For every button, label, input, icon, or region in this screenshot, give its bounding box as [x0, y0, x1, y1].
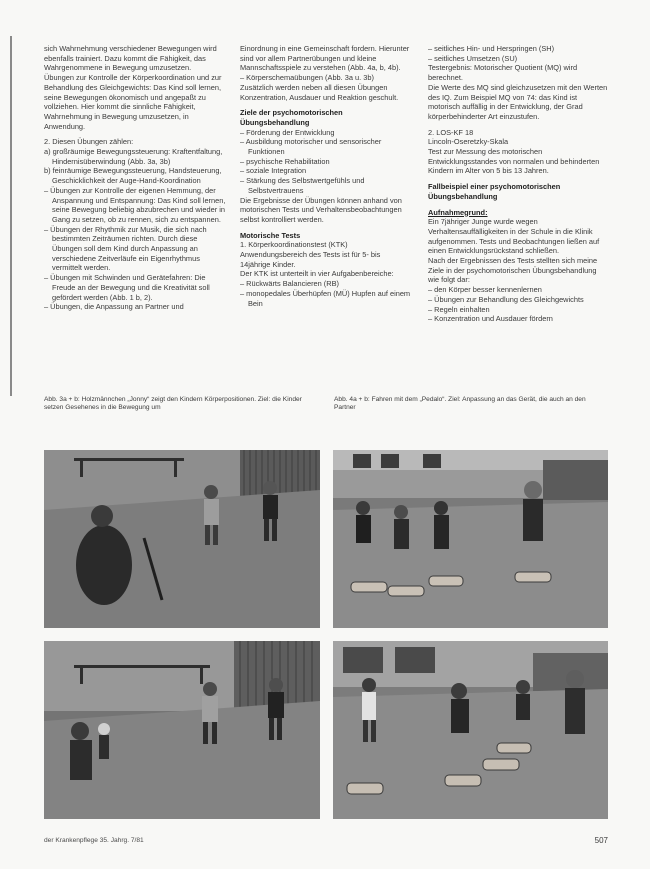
list-item: – Stärkung des Selbstwertgefühls und Selbstvertrauens	[240, 176, 365, 195]
paragraph: Test zur Messung des motorischen Entwicklungsstandes von normalen und behinderten Kindern im Alter von 5 bis 13 Jahren.	[428, 147, 600, 176]
list-item: b) feinräumige Bewegungssteuerung, Handsteuerung, Geschicklichkeit der Auge-Hand-Koordination	[44, 166, 222, 186]
numbered-paragraph: 2. Diesen Übungen zählen:	[44, 137, 134, 147]
footer-issue-line: der Krankenpflege 35. Jahrg. 7/81	[44, 837, 144, 844]
list-item: – Übungen mit Schwinden und Gerätefahren: Die Freude an der Bewegung und die Kreativität soll gefördert werden (Abb. 1 b, 2).	[44, 273, 210, 302]
paragraph: Nach der Ergebnissen des Tests stellten sich meine Ziele in der psychomotorischen Übungsbehandlung wie folgt dar:	[428, 256, 598, 285]
photo-3a	[44, 450, 320, 628]
paragraph: Der KTK ist unterteilt in vier Aufgabenbereiche:	[240, 269, 394, 279]
text-column-2	[240, 44, 412, 308]
section-heading: Fallbeispiel einer psychomotorischen Übungsbehandlung	[428, 182, 561, 201]
text-column-1	[44, 44, 226, 312]
list-item: – Übungen zur Kontrolle der eigenen Hemmung, der Anspannung und Entspannung: Das Kind soll lernen, seine Bewegung beliebig abzubrechen und wieder in Gang zu setzen, ob zu rennen, sich zu entspannen.	[44, 185, 226, 224]
list-item: – monopedales Überhüpfen (MÜ) Hupfen auf einem Bein	[240, 288, 411, 308]
photo-4b	[333, 641, 608, 819]
list-item: – psychische Rehabilitation	[240, 156, 330, 166]
section-heading: Ziele der psychomotorischen Übungsbehandlung	[240, 108, 343, 127]
list-item: – Übungen zur Behandlung des Gleichgewichts	[428, 294, 584, 304]
paragraph: Einordnung in eine Gemeinschaft fordern. Hierunter sind vor allem Partnerübungen und kleine Mannschaftsspiele zu verstehen (Abb. 4a, b, 4b).	[240, 44, 410, 73]
page-number: 507	[594, 836, 608, 845]
list-item: – seitliches Hin- und Herspringen (SH)	[428, 44, 555, 53]
paragraph: Ein 7jähriger Junge wurde wegen Verhaltensauffälligkeiten in der Schule in die Klinik aufgenommen. Tests und Beobachtungen ließen auf einen Entwicklungsrückstand schließen.	[428, 217, 600, 256]
list-item: – soziale Integration	[240, 166, 307, 176]
list-item: – Rückwärts Balancieren (RB)	[240, 279, 339, 289]
section-heading: Motorische Tests	[240, 230, 301, 240]
paragraph: Die Ergebnisse der Übungen können anhand von motorischen Tests und Verhaltensbeobachtungen selbst kontrolliert werden.	[240, 195, 402, 224]
list-item: – Regeln einhalten	[428, 304, 490, 314]
photo-4a	[333, 450, 608, 628]
figure-caption-3: Abb. 3a + b: Holzmännchen „Jonny“ zeigt den Kindern Körperpositionen. Ziel: die Kinder setzen Gesehenes in die Bewegung um	[44, 396, 302, 412]
paragraph: Die Werte des MQ sind gleichzusetzen mit den Werten des IQ. Zum Beispiel MQ von 74: das Kind ist motorisch auffällig in der Entwicklung, der Grad körperbehinderter Art einzustufen.	[428, 82, 608, 121]
paragraph: Lincoln-Oseretzky-Skala	[428, 137, 509, 147]
photo-3b	[44, 641, 320, 819]
paragraph: 1. Körperkoordinationstest (KTK) Anwendungsbereich des Tests ist für 5- bis 14jährige Kinder.	[240, 240, 381, 269]
numbered-paragraph: 2. LOS-KF 18	[428, 127, 474, 137]
binding-edge-rule	[10, 36, 12, 396]
list-item: a) großräumige Bewegungssteuerung: Kraftentfaltung, Hindernisüberwindung (Abb. 3a, 3b)	[44, 147, 223, 166]
list-item: – Förderung der Entwicklung	[240, 127, 335, 137]
paragraph: Übungen zur Kontrolle der Körperkoordination und zur Behandlung des Gleichgewichts: Das Kind soll lernen, seine Bewegungen ökonomisch und angepaßt zu vollziehen. Hier kommt die sinnliche Fähigkeit, Wahrnehmung in Bewegung umzusetzen, in Anwendung.	[44, 73, 222, 131]
paragraph: Testergebnis: Motorischer Quotient (MQ) wird berechnet.	[428, 63, 578, 83]
subsection-heading: Aufnahmegrund:	[428, 207, 488, 217]
paragraph: sich Wahrnehmung verschiedener Bewegungen wird ebenfalls trainiert. Dazu kommt die Fähigkeit, das Wahrgenommene in Bewegung umzusetzen.	[44, 44, 217, 73]
list-item: – Übungen, die Anpassung an Partner und	[44, 302, 184, 312]
list-item: – Ausbildung motorischer und sensorischer Funktionen	[240, 137, 382, 157]
list-item: – Konzentration und Ausdauer fördern	[428, 314, 553, 324]
text-column-3	[428, 44, 608, 324]
list-item: – seitliches Umsetzen (SU)	[428, 53, 518, 63]
list-item: – Übungen der Rhythmik zur Musik, die sich nach bestimmten Zeiträumen richten. Durch diese Übungen soll dem Kind durch Anpassung an verschiedene Zeitverläufe ein Eigenrhythmus vermittelt werden.	[44, 224, 207, 273]
list-item: – Körperschemaübungen (Abb. 3a u. 3b)	[240, 73, 374, 83]
list-item: – den Körper besser kennenlernen	[428, 285, 542, 295]
figure-caption-4: Abb. 4a + b: Fahren mit dem „Pedalo“. Ziel: Anpassung an das Gerät, die auch an den Partner	[334, 396, 586, 412]
paragraph: Zusätzlich werden neben all diesen Übungen Konzentration, Ausdauer und Reaktion geschult.	[240, 82, 399, 102]
